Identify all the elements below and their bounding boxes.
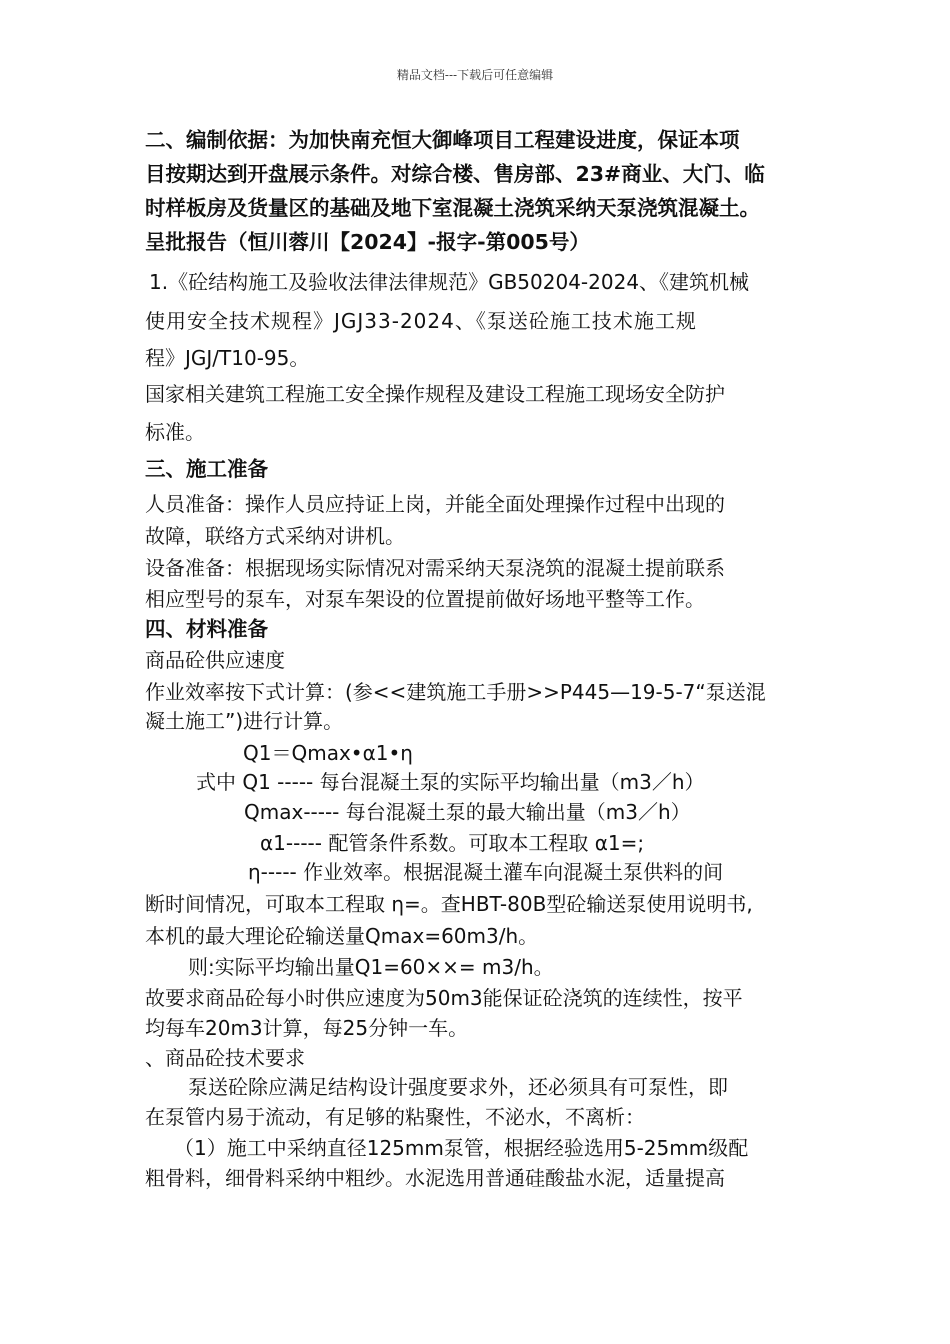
section-basis-line-3: 时样板房及货量区的基础及地下室混凝土浇筑采纳天泵浇筑混凝土。 [145, 196, 760, 220]
heading-construction-prep: 三、施工准备 [145, 457, 268, 481]
pumpability-line-2: 在泵管内易于流动，有足够的粘聚性，不泌水，不离析： [145, 1105, 645, 1129]
supply-requirement-line-2: 均每车20m3计算，每25分钟一车。 [145, 1016, 469, 1040]
report-reference: 呈批报告（恒川蓉川【2024】-报字-第005号） [145, 230, 590, 254]
section-basis-line-1: 二、编制依据：为加快南充恒大御峰项目工程建设进度，保证本项 [145, 128, 740, 152]
standards-line-2: 使用安全技术规程》JGJ33-2024、《泵送砼施工技术施工规 [145, 309, 697, 333]
standards-line-1: 1.《砼结构施工及验收法律法律规范》GB50204-2024、《建筑机械 [149, 270, 750, 294]
supply-requirement-line-1: 故要求商品砼每小时供应速度为50m3能保证砼浇筑的连续性，按平 [145, 986, 743, 1010]
page-header: 精品文档---下载后可任意编辑 [396, 68, 554, 82]
section-basis-line-2: 目按期达到开盘展示条件。对综合楼、售房部、23#商业、大门、临 [145, 162, 765, 186]
item-1-line-2: 粗骨料，细骨料采纳中粗纱。水泥选用普通硅酸盐水泥，适量提高 [145, 1166, 725, 1190]
national-standards-line-2: 标准。 [145, 420, 205, 444]
subheading-technical-requirements: 、商品砼技术要求 [145, 1046, 305, 1070]
formula-def-alpha: α1----- 配管条件系数。可取本工程取 α1=; [260, 831, 645, 855]
qmax-statement: 本机的最大理论砼输送量Qmax=60m3/h。 [145, 924, 539, 948]
formula-def-qmax: Qmax----- 每台混凝土泵的最大输出量（m3／h） [244, 800, 691, 824]
pumpability-line-1: 泵送砼除应满足结构设计强度要求外，还必须具有可泵性，即 [188, 1075, 728, 1099]
personnel-prep-line-1: 人员准备：操作人员应持证上岗，并能全面处理操作过程中出现的 [145, 492, 725, 516]
equipment-prep-line-1: 设备准备：根据现场实际情况对需采纳天泵浇筑的混凝土提前联系 [145, 556, 725, 580]
standards-line-3: 程》JGJ/T10-95。 [145, 346, 310, 370]
formula-main: Q1＝Qmax•α1•η [243, 741, 413, 765]
item-1-line-1: （1）施工中采纳直径125mm泵管，根据经验选用5-25mm级配 [174, 1136, 749, 1160]
efficiency-line-1: 作业效率按下式计算：(参<<建筑施工手册>>P445—19-5-7“泵送混 [145, 680, 766, 704]
equipment-prep-line-2: 相应型号的泵车，对泵车架设的位置提前做好场地平整等工作。 [145, 587, 705, 611]
eta-explanation-line: 断时间情况，可取本工程取 η=。查HBT-80B型砼输送泵使用说明书, [145, 892, 753, 916]
national-standards-line-1: 国家相关建筑工程施工安全操作规程及建设工程施工现场安全防护 [145, 382, 725, 406]
formula-def-eta: η----- 作业效率。根据混凝土灌车向混凝土泵供料的间 [248, 860, 724, 884]
subheading-supply-speed: 商品砼供应速度 [145, 648, 285, 672]
heading-material-prep: 四、材料准备 [145, 617, 268, 641]
personnel-prep-line-2: 故障，联络方式采纳对讲机。 [145, 524, 405, 548]
q1-result: 则:实际平均输出量Q1=60××= m3/h。 [188, 955, 554, 979]
formula-def-q1: 式中 Q1 ----- 每台混凝土泵的实际平均输出量（m3／h） [196, 770, 705, 794]
efficiency-line-2: 凝土施工”)进行计算。 [145, 709, 344, 733]
